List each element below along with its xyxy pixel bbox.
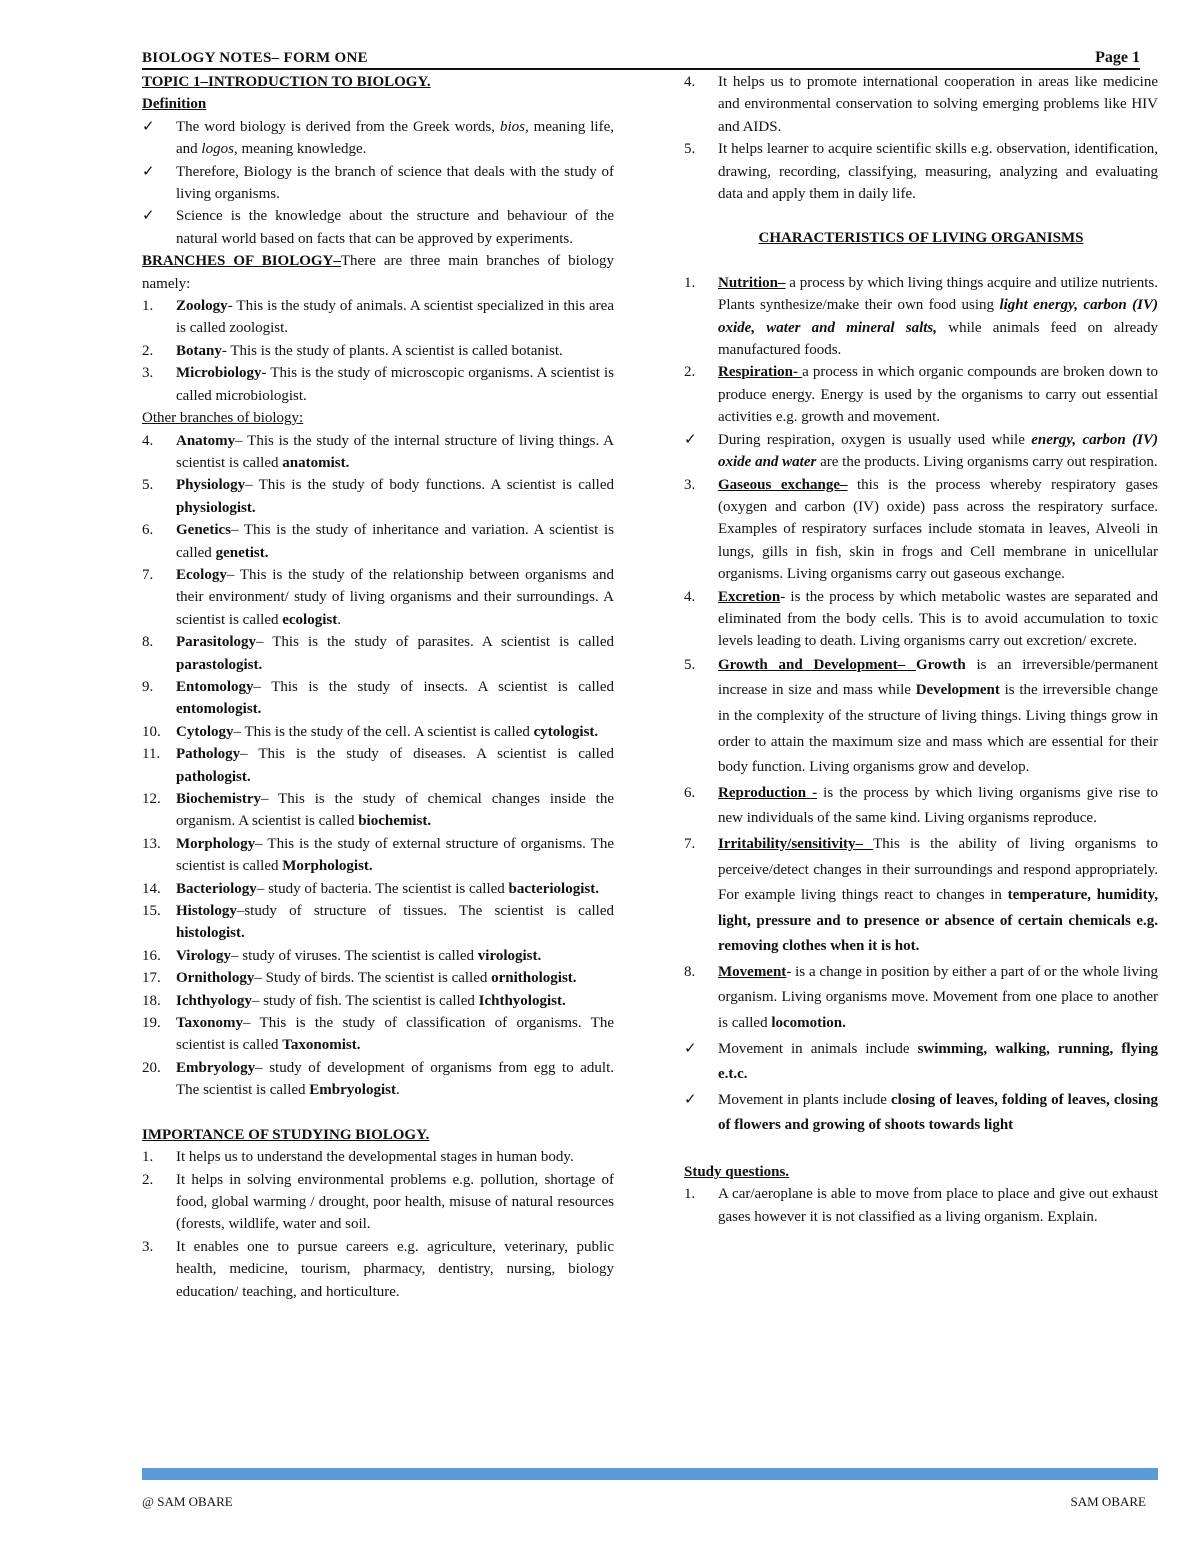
list-item: 1. Nutrition– a process by which living things acquire and utilize nutrients. Plants synthesize/make their own food using light energy, carbon (IV) oxide, water and mineral salts, while animals feed on already manufactured foods. <box>684 274 1158 359</box>
list-item: 1. A car/aeroplane is able to move from place to place and give out exhaust gases however it is not classified as a living organism. Explain. <box>684 1186 1158 1225</box>
right-column <box>684 71 1158 1228</box>
list-item: 4. Anatomy– This is the study of the internal structure of living things. A scientist is called anatomist. <box>142 432 614 471</box>
list-item: 8. Parasitology– This is the study of parasites. A scientist is called parastologist. <box>142 634 614 673</box>
list-item: 15. Histology–study of structure of tissues. The scientist is called histologist. <box>142 903 614 942</box>
list-item: 16. Virology– study of viruses. The scientist is called virologist. <box>142 947 542 964</box>
study-questions-heading: Study questions. <box>684 1164 790 1181</box>
list-item: 7. Irritability/sensitivity– This is the ability of living organisms to perceive/detect changes in their surroundings and respond appropriately. For example living things react to changes in temperature, humidity, light, pressure and to presence or absence of certain chemicals e.g. removing clothes when it is hot. <box>684 835 1158 955</box>
definition-heading: Definition <box>142 96 207 113</box>
list-item: 2. It helps in solving environmental problems e.g. pollution, shortage of food, global warming / drought, poor health, misuse of natural resources (forests, wildlife, water and soil. <box>142 1171 614 1233</box>
list-item: 20. Embryology– study of development of organisms from egg to adult. The scientist is called Embryologist. <box>142 1059 614 1099</box>
check-icon: ✓ <box>684 1040 697 1057</box>
importance-list-continued <box>684 71 1158 205</box>
branches-heading: BRANCHES OF BIOLOGY– <box>142 253 341 270</box>
check-icon: ✓ <box>142 208 155 225</box>
list-item: 9. Entomology– This is the study of insects. A scientist is called entomologist. <box>142 678 614 718</box>
list-item: 3. Microbiology- This is the study of microscopic organisms. A scientist is called microbiologist. <box>142 365 614 404</box>
page-number: Page 1 <box>1095 49 1140 66</box>
check-icon: ✓ <box>684 1091 697 1108</box>
check-icon: ✓ <box>142 118 155 135</box>
list-item: 5. Growth and Development– Growth is an irreversible/permanent increase in size and mass while Development is the irreversible change in the complexity of the structure of living things. Living things grow in order to attain the maximum size and mass which are essential for their body function. Living organisms grow and develop. <box>684 656 1159 776</box>
list-item: 17. Ornithology– Study of birds. The scientist is called ornithologist. <box>142 970 577 987</box>
list-item: ✓ Movement in animals include swimming, walking, running, flying e.t.c. <box>684 1037 1158 1088</box>
list-item: 5. It helps learner to acquire scientific skills e.g. observation, identification, drawing, recording, classifying, measuring, analyzing and evaluating data and apply them in daily life. <box>684 141 1158 203</box>
list-item: 2. Botany- This is the study of plants. A scientist is called botanist. <box>142 342 563 359</box>
other-branches-list <box>142 430 614 1102</box>
list-item: 1. It helps us to understand the developmental stages in human body. <box>142 1149 574 1166</box>
other-branches-heading: Other branches of biology: <box>142 410 304 427</box>
list-item: ✓ During respiration, oxygen is usually used while energy, carbon (IV) oxide and water are the products. Living organisms carry out respiration. <box>684 429 1158 474</box>
main-branches-list <box>142 295 614 407</box>
list-item: 18. Ichthyology– study of fish. The scientist is called Ichthyologist. <box>142 992 566 1009</box>
list-item: 4. Excretion- is the process by which metabolic wastes are separated and eliminated from the body cells. This is to avoid accumulation to toxic levels leading to death. Living organisms carry out excretion/ excrete. <box>684 588 1158 650</box>
check-icon: ✓ <box>684 431 697 448</box>
header-title: BIOLOGY NOTES– FORM ONE <box>142 50 368 66</box>
page-header <box>142 46 1140 70</box>
branches-intro: BRANCHES OF BIOLOGY–There are three main branches of biology namely: <box>142 253 615 292</box>
definition-item: ✓ Therefore, Biology is the branch of science that deals with the study of living organisms. <box>142 161 614 206</box>
definition-item: ✓ Science is the knowledge about the structure and behaviour of the natural world based on facts that can be approved by experiments. <box>142 205 614 250</box>
definition-item: ✓ The word biology is derived from the Greek words, bios, meaning life, and logos, meaning knowledge. <box>142 116 614 161</box>
list-item: 3. Gaseous exchange– this is the process whereby respiratory gases (oxygen and carbon (IV) oxide) pass across the respiratory surface. Examples of respiratory surfaces include stomata in leaves, Alveoli in lungs, gills in fish, skin in frogs and Cell membrane in unicellular organisms. Living organisms carry out gaseous exchange. <box>684 476 1158 583</box>
importance-list <box>142 1146 614 1303</box>
left-column <box>142 71 614 1303</box>
list-item: 14. Bacteriology– study of bacteria. The scientist is called bacteriologist. <box>142 880 599 897</box>
check-icon: ✓ <box>142 163 155 180</box>
importance-heading: IMPORTANCE OF STUDYING BIOLOGY. <box>142 1126 430 1143</box>
list-item: 12. Biochemistry– This is the study of chemical changes inside the organism. A scientist is called biochemist. <box>142 791 614 830</box>
footer-bar <box>142 1468 1158 1480</box>
list-item: 6. Genetics– This is the study of inheritance and variation. A scientist is called genetist. <box>142 522 614 561</box>
list-item: 11. Pathology– This is the study of diseases. A scientist is called pathologist. <box>142 746 614 785</box>
list-item: 7. Ecology– This is the study of the relationship between organisms and their environment/ study of living organisms and their surroundings. A scientist is called ecologist. <box>142 566 614 628</box>
list-item: 19. Taxonomy– This is the study of classification of organisms. The scientist is called Taxonomist. <box>142 1015 614 1054</box>
list-item: 5. Physiology– This is the study of body functions. A scientist is called physiologist. <box>142 477 614 516</box>
footer-author-right: SAM OBARE <box>1070 1494 1146 1509</box>
characteristics-heading: CHARACTERISTICS OF LIVING ORGANISMS <box>758 230 1084 247</box>
list-item: 13. Morphology– This is the study of external structure of organisms. The scientist is called Morphologist. <box>142 835 614 875</box>
footer-author: @ SAM OBARE <box>142 1494 233 1509</box>
list-item: 4. It helps us to promote international cooperation in areas like medicine and environmental conservation to solving emerging problems like HIV and AIDS. <box>684 74 1158 135</box>
list-item: 6. Reproduction - is the process by which living organisms give rise to new individuals of the same kind. Living organisms reproduce. <box>684 784 1158 827</box>
list-item: 2. Respiration- a process in which organic compounds are broken down to produce energy. Energy is used by the organisms to carry out essential activities e.g. growth and movement. <box>684 364 1158 426</box>
list-item: 3. It enables one to pursue careers e.g. agriculture, veterinary, public health, medicine, tourism, pharmacy, dentistry, nursing, biology education/ teaching, and horticulture. <box>142 1238 614 1300</box>
list-item: 8. Movement- is a change in position by either a part of or the whole living organism. Living organisms move. Movement from one place to another is called locomotion. <box>684 963 1158 1032</box>
list-item: 1. Zoology- This is the study of animals. A scientist specialized in this area is called zoologist. <box>142 298 614 337</box>
topic-heading: TOPIC 1–INTRODUCTION TO BIOLOGY. <box>142 74 431 90</box>
list-item: 10. Cytology– This is the study of the cell. A scientist is called cytologist. <box>142 723 599 740</box>
list-item: ✓ Movement in plants include closing of leaves, folding of leaves, closing of flowers and growing of shoots towards light <box>684 1088 1158 1139</box>
